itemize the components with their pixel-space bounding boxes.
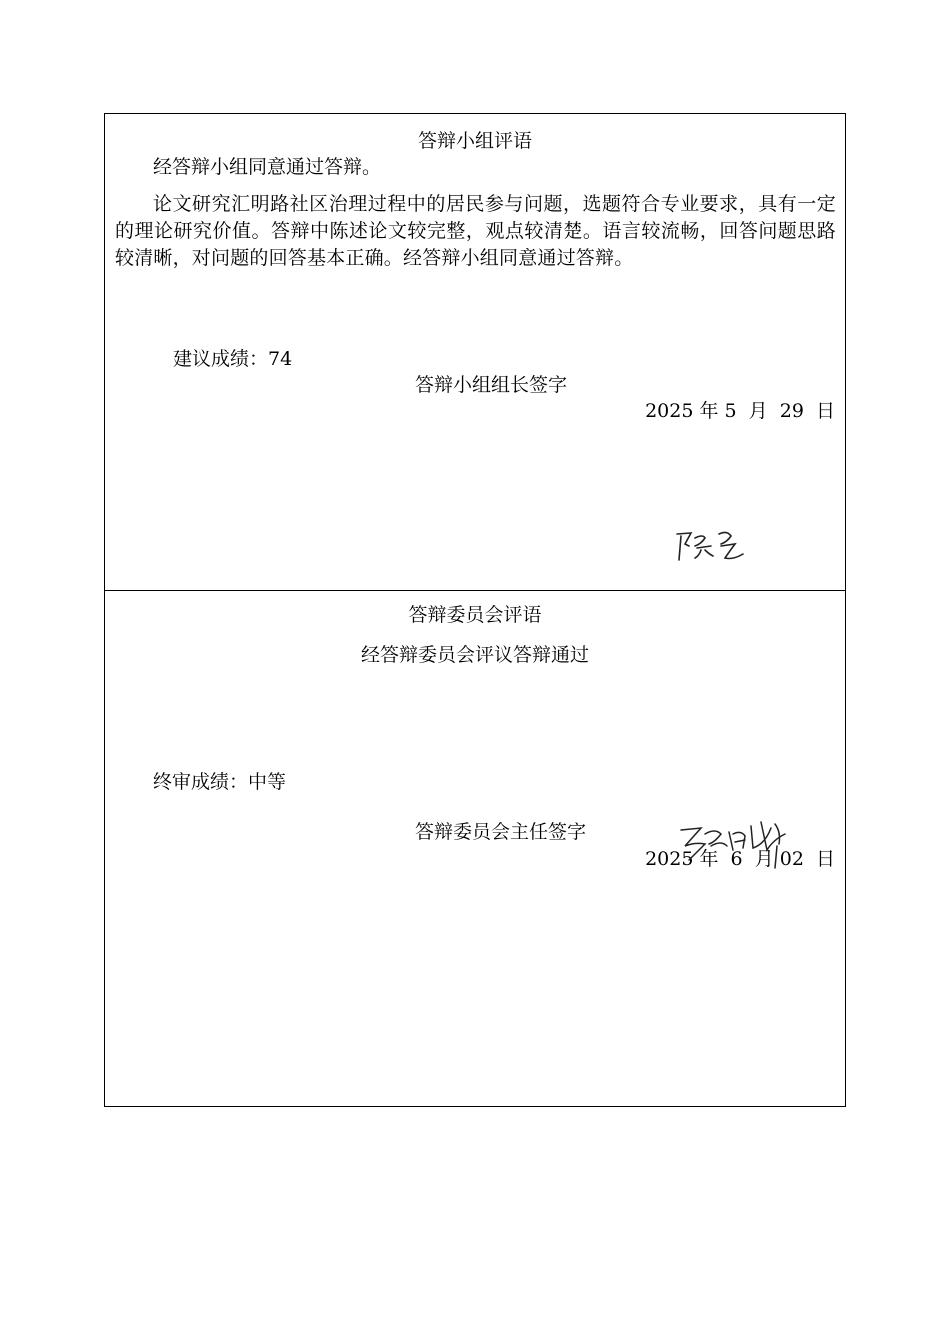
suggested-grade — [173, 346, 292, 373]
committee-chair-handwritten-signature — [675, 820, 791, 880]
committee-review-section — [105, 590, 845, 1106]
group-review-section — [105, 114, 845, 591]
suggested-grade-label: 建议成绩： — [173, 348, 269, 370]
group-review-date: 2025 年 5 月 29 日 — [645, 400, 835, 422]
group-leader-handwritten-signature — [671, 524, 751, 564]
committee-chair-signature-label: 答辩委员会主任签字 — [415, 821, 587, 843]
committee-review-date: 2025 年 6 月 02 日 — [645, 848, 835, 870]
suggested-grade-value: 74 — [268, 348, 293, 370]
final-grade-value: 中等 — [248, 771, 287, 793]
group-review-comment: 论文研究汇明路社区治理过程中的居民参与问题，选题符合专业要求，具有一定的理论研究价值。答辩中陈述论文较完整，观点较清楚。语言较流畅，回答问题思路较清晰，对问题的回答基本正确。经答辩小组同意通过答辩。 — [115, 193, 836, 269]
group-review-title: 答辩小组评语 — [417, 130, 532, 152]
final-grade — [153, 769, 286, 796]
group-review-intro: 经答辩小组同意通过答辩。 — [153, 156, 382, 178]
group-leader-signature-label: 答辩小组组长签字 — [415, 374, 568, 396]
final-grade-label: 终审成绩： — [153, 771, 249, 793]
committee-review-comment: 经答辩委员会评议答辩通过 — [360, 644, 589, 666]
defense-review-form — [104, 113, 846, 1107]
committee-review-title: 答辩委员会评语 — [408, 604, 542, 626]
